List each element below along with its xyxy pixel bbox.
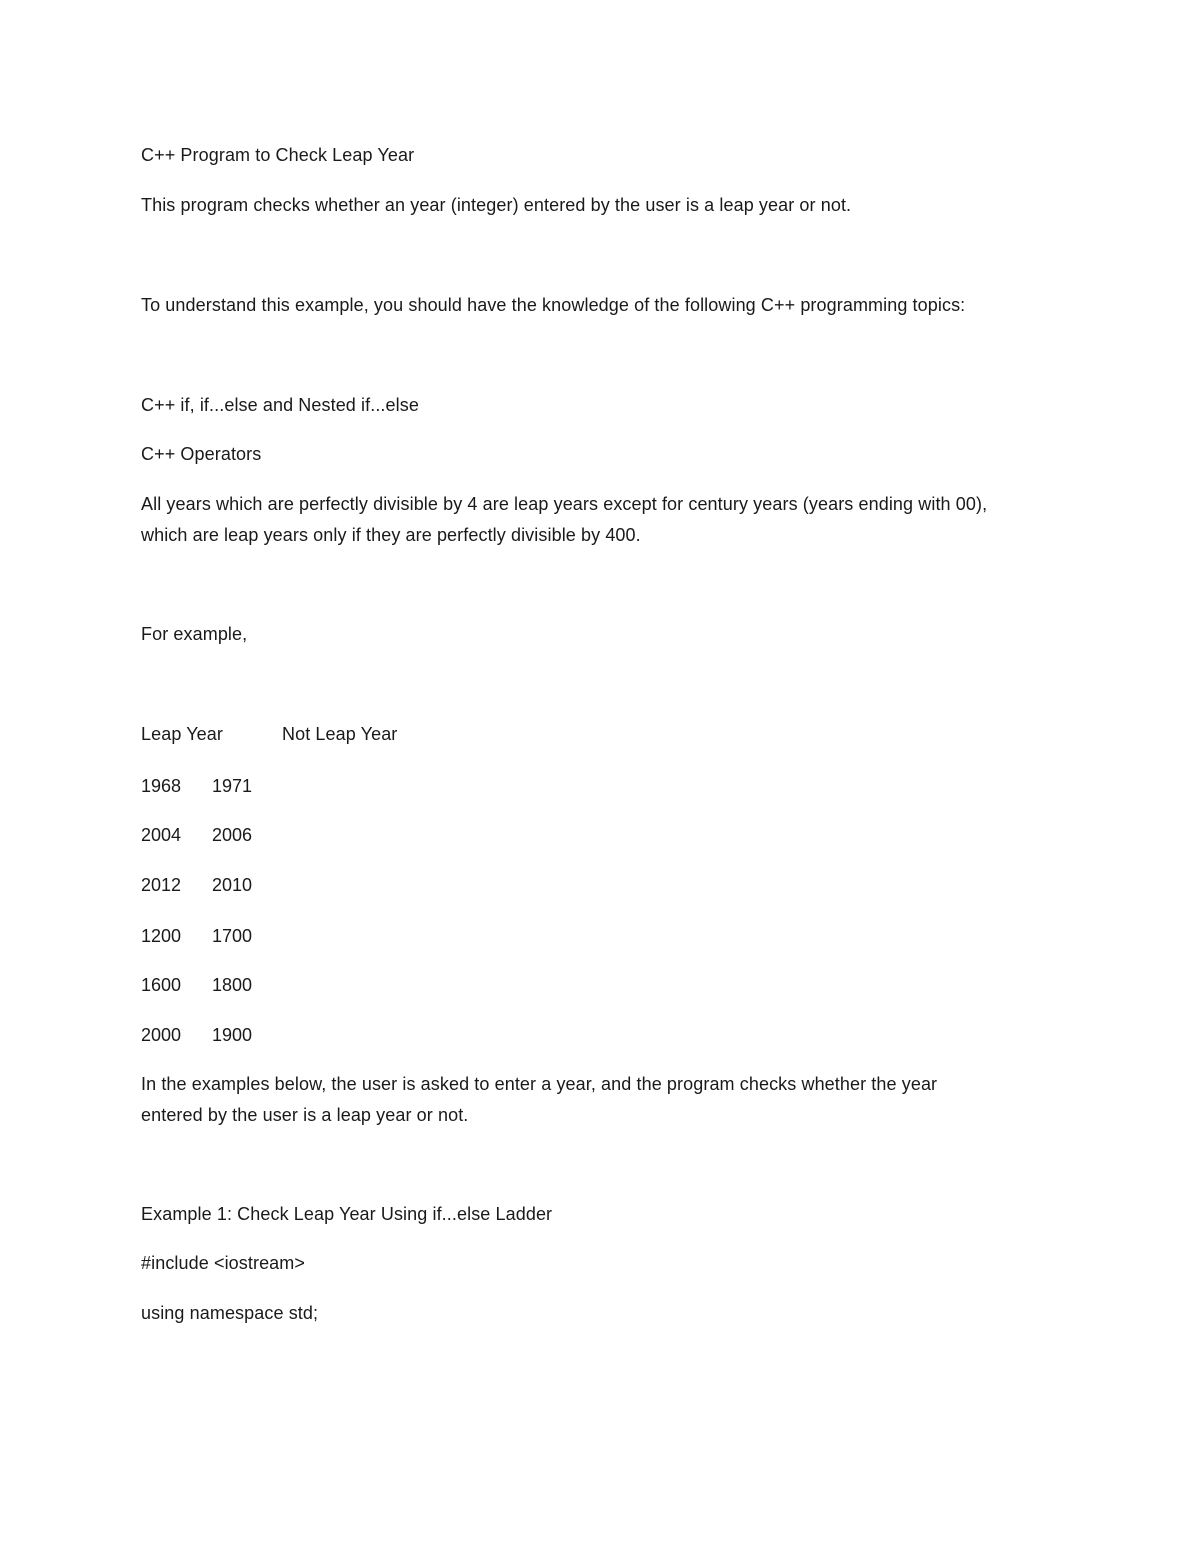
leap-rule-line-1: All years which are perfectly divisible by 4 are leap years except for century years (years ending with 00), xyxy=(141,494,988,514)
table-row xyxy=(141,873,252,897)
examples-intro-line-1: In the examples below, the user is asked to enter a year, and the program checks whether the year xyxy=(141,1074,938,1094)
topic-item: C++ if, if...else and Nested if...else xyxy=(141,395,419,415)
table-header xyxy=(141,719,397,750)
table-row xyxy=(141,774,252,798)
leap-year-cell: 1968 xyxy=(141,776,182,796)
document-title: C++ Program to Check Leap Year xyxy=(141,145,415,165)
examples-intro-line-2: entered by the user is a leap year or not. xyxy=(141,1105,469,1125)
not-leap-year-cell: 2010 xyxy=(212,875,253,895)
table-row xyxy=(141,924,252,948)
example-1-title: Example 1: Check Leap Year Using if...else Ladder xyxy=(141,1204,553,1224)
code-line: #include <iostream> xyxy=(141,1253,305,1273)
leap-year-cell: 1600 xyxy=(141,975,182,995)
leap-year-cell: 2012 xyxy=(141,875,182,895)
table-row xyxy=(141,1023,252,1047)
prerequisites-intro: To understand this example, you should have the knowledge of the following C++ programming topics: xyxy=(141,295,966,315)
not-leap-year-cell: 1800 xyxy=(212,975,253,995)
for-example-label: For example, xyxy=(141,624,248,644)
table-row xyxy=(141,973,252,997)
leap-rule-line-2: which are leap years only if they are perfectly divisible by 400. xyxy=(141,525,641,545)
leap-year-cell: 2000 xyxy=(141,1025,182,1045)
not-leap-year-cell: 1971 xyxy=(212,776,253,796)
not-leap-year-cell: 1900 xyxy=(212,1025,253,1045)
table-row xyxy=(141,823,252,847)
header-leap-year: Leap Year xyxy=(141,724,223,744)
intro-paragraph: This program checks whether an year (integer) entered by the user is a leap year or not. xyxy=(141,195,852,215)
code-line: using namespace std; xyxy=(141,1303,319,1323)
not-leap-year-cell: 2006 xyxy=(212,825,253,845)
leap-year-cell: 1200 xyxy=(141,926,182,946)
topic-item: C++ Operators xyxy=(141,444,262,464)
leap-year-cell: 2004 xyxy=(141,825,182,845)
header-not-leap-year: Not Leap Year xyxy=(282,724,398,744)
not-leap-year-cell: 1700 xyxy=(212,926,253,946)
